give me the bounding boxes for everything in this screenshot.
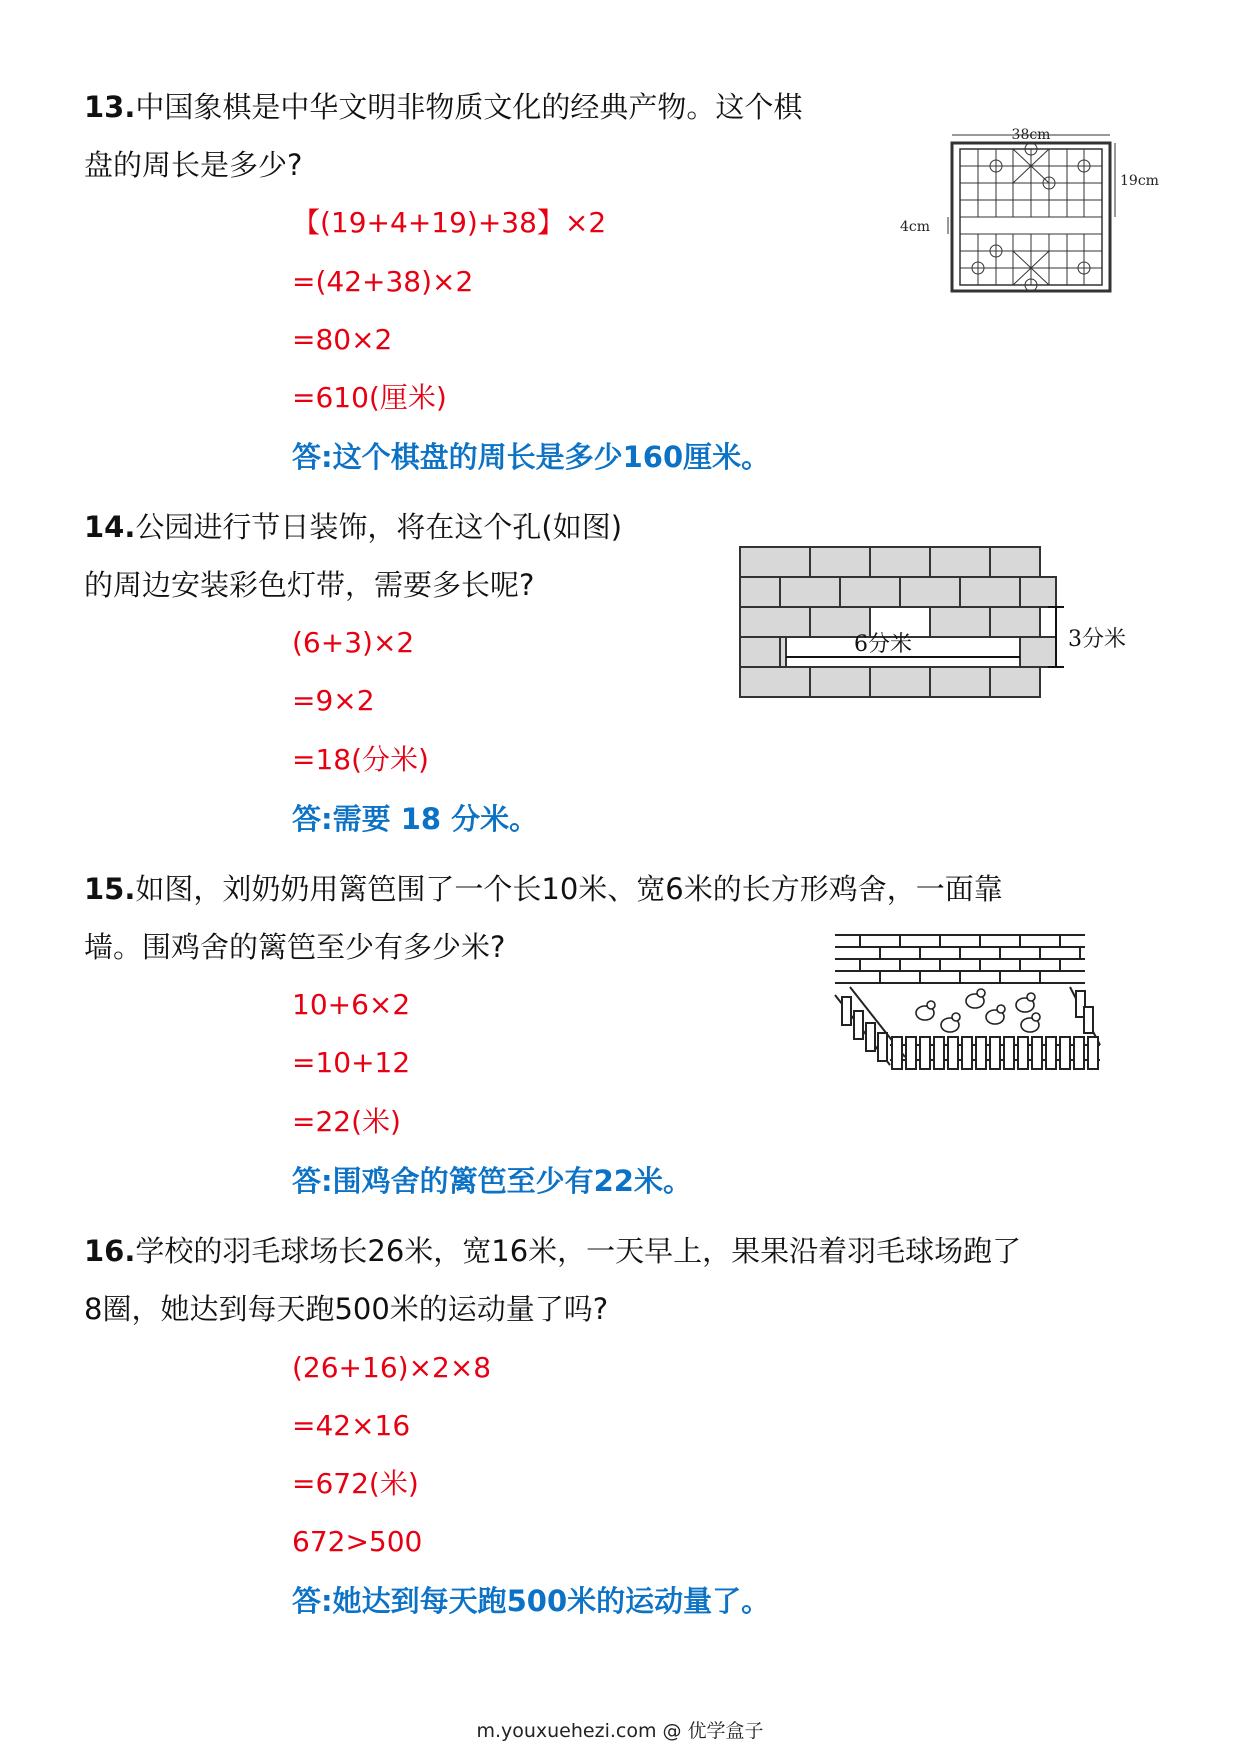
q13-line-2: 盘的周长是多少? (84, 148, 303, 182)
q15-line-2: 墙。围鸡舍的篱笆至少有多少米? (84, 930, 506, 964)
q15-number: 15. (84, 872, 136, 906)
q14-line-2: 的周边安装彩色灯带，需要多长呢? (84, 568, 535, 602)
q16-calc-3: =672(米) (292, 1467, 419, 1500)
q13-calc-3: =80×2 (292, 323, 393, 356)
q14-number: 14. (84, 510, 136, 544)
chessboard-label-19cm: 19cm (1120, 173, 1159, 189)
q14-calc-1: (6+3)×2 (292, 626, 415, 659)
q13-calc-1: 【(19+4+19)+38】×2 (292, 206, 607, 239)
q16-calc-1: (26+16)×2×8 (292, 1351, 492, 1384)
q14-calc-2: =9×2 (292, 684, 375, 717)
q16-answer: 答:她达到每天跑500米的运动量了。 (292, 1584, 771, 1618)
q16-calc-2: =42×16 (292, 1409, 411, 1442)
brick-label-width: 6分米 (854, 632, 912, 657)
q14-line-1: 14.公园进行节日装饰，将在这个孔(如图) (84, 510, 623, 544)
q16-calc-4: 672>500 (292, 1525, 423, 1558)
q15-calc-1: 10+6×2 (292, 988, 411, 1021)
chessboard-label-38cm: 38cm (1011, 127, 1051, 143)
q13-answer: 答:这个棋盘的周长是多少160厘米。 (292, 440, 771, 474)
q15-line-1: 15.如图，刘奶奶用篱笆围了一个长10米、宽6米的长方形鸡舍，一面靠 (84, 872, 1003, 906)
q14-calc-3: =18(分米) (292, 743, 429, 776)
q15-calc-2: =10+12 (292, 1046, 411, 1079)
q15-calc-3: =22(米) (292, 1105, 401, 1138)
q14-answer: 答:需要 18 分米。 (292, 802, 539, 836)
q16-line-2: 8圈，她达到每天跑500米的运动量了吗? (84, 1292, 609, 1326)
q13-number: 13. (84, 90, 136, 124)
brick-wall-figure (738, 545, 1148, 715)
q13-calc-2: =(42+38)×2 (292, 265, 474, 298)
chessboard-figure (900, 125, 1160, 310)
q15-answer: 答:围鸡舍的篱笆至少有22米。 (292, 1164, 692, 1198)
q13-line-1: 13.中国象棋是中华文明非物质文化的经典产物。这个棋 (84, 90, 803, 124)
chessboard-label-4cm: 4cm (900, 219, 931, 235)
q16-line-1: 16.学校的羽毛球场长26米，宽16米，一天早上，果果沿着羽毛球场跑了 (84, 1234, 1022, 1268)
q16-number: 16. (84, 1234, 136, 1268)
brick-label-height: 3分米 (1068, 627, 1126, 652)
chicken-coop-figure (830, 925, 1120, 1085)
q13-calc-4: =610(厘米) (292, 381, 447, 414)
footer-watermark: m.youxuehezi.com @ 优学盒子 (476, 1720, 764, 1742)
